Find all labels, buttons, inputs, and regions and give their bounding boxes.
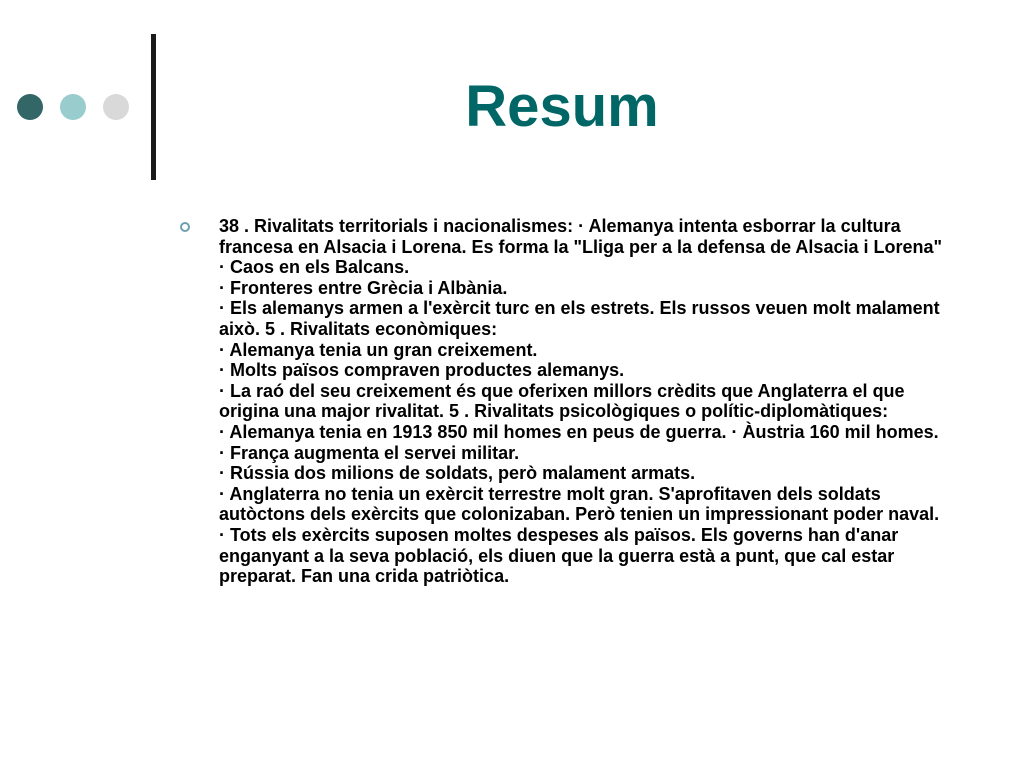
slide-title: Resum: [465, 74, 659, 139]
bullet-list: [178, 216, 958, 587]
bullet-text: 38 . Rivalitats territorials i nacionalismes: · Alemanya intenta esborrar la cultura francesa en Alsacia i Lorena. Es forma la "Lliga per a la defensa de Alsacia i Lorena" · Caos en els Balcans. · Fronteres entre Grècia i Albània. · Els alemanys armen a l'exèrcit turc en els estrets. Els russos veuen molt malament això. 5 . Rivalitats econòmiques: · Alemanya tenia un gran creixement. · Molts països compraven productes alemanys. · La raó del seu creixement és que oferixen millors crèdits que Anglaterra el que origina una major rivalitat. 5 . Rivalitats psicològiques o polític-diplomàtiques: · Alemanya tenia en 1913 850 mil homes en peus de guerra. · Àustria 160 mil homes. · França augmenta el servei militar. · Rússia dos milions de soldats, però malament armats. · Anglaterra no tenia un exèrcit terrestre molt gran. S'aprofitaven dels soldats autòctons dels exèrcits que colonizaban. Però tenien un impressionant poder naval. · Tots els exèrcits suposen moltes despeses als països. Els governs han d'anar enganyant a la seva població, els diuen que la guerra està a punt, que cal estar preparat. Fan una crida patriòtica.: [219, 216, 943, 587]
dark-circle-icon: [17, 94, 43, 120]
light-teal-circle-icon: [60, 94, 86, 120]
vertical-divider: [151, 34, 156, 180]
grey-circle-icon: [103, 94, 129, 120]
bullet-item: [178, 216, 958, 587]
hollow-circle-bullet-icon: [180, 222, 190, 232]
